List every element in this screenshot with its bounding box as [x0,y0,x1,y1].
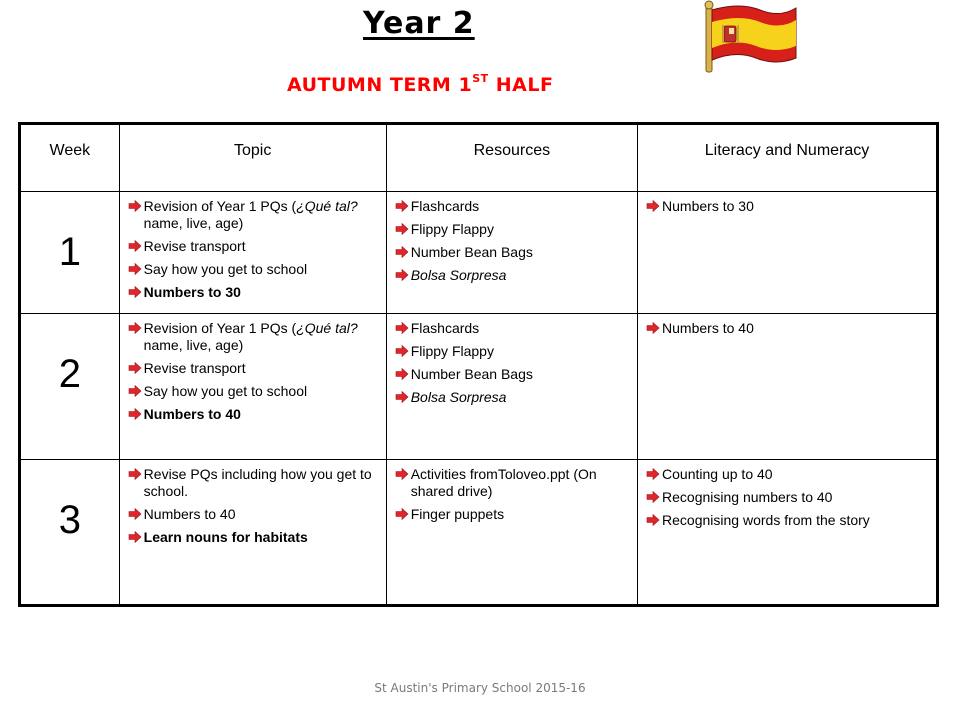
red-arrow-icon [128,263,142,275]
red-arrow-icon [395,269,409,281]
list-item [395,267,631,284]
item-text: Recognising words from the story [662,512,870,528]
red-arrow-icon [646,514,660,526]
list-item [128,320,380,354]
resources-cell [386,192,637,314]
literacy-cell [638,460,938,606]
list-item [646,466,930,483]
list-item [395,506,631,523]
item-text: Number Bean Bags [410,244,533,260]
list-item [128,198,380,232]
item-text-italic: ¿Qué tal? [296,320,358,336]
item-text: Revise transport [143,360,246,376]
list-item [646,512,930,529]
curriculum-table [18,122,939,607]
red-arrow-icon [646,491,660,503]
column-header-literacy: Literacy and Numeracy [638,124,938,192]
item-text-italic: ¿Qué tal? [296,198,358,214]
item-text: Learn nouns for habitats [143,529,308,545]
item-text: Bolsa Sorpresa [410,389,507,405]
item-text: Numbers to 40 [143,406,241,422]
item-text: Numbers to 30 [662,198,754,214]
red-arrow-icon [395,246,409,258]
topic-cell [119,192,386,314]
item-text: Numbers to 40 [662,320,754,336]
list-item [395,320,631,337]
item-text: Finger puppets [410,506,505,522]
list-item [395,244,631,261]
red-arrow-icon [128,240,142,252]
item-text: Flippy Flappy [410,221,494,237]
table-row [20,314,938,460]
red-arrow-icon [395,345,409,357]
list-item [395,466,631,500]
topic-cell [119,314,386,460]
list-item [395,198,631,215]
subtitle-superscript: ST [472,72,489,85]
item-text: Activities fromToloveo.ppt (On shared drive) [410,466,597,499]
item-text: Recognising numbers to 40 [662,489,833,505]
week-number: 2 [20,314,120,460]
list-item [395,366,631,383]
subtitle-main: AUTUMN TERM 1 [287,74,473,96]
list-item [128,238,380,255]
item-text: Number Bean Bags [410,366,533,382]
item-text: Flashcards [410,198,480,214]
item-text: Numbers to 30 [143,284,241,300]
literacy-cell [638,192,938,314]
red-arrow-icon [395,391,409,403]
red-arrow-icon [395,223,409,235]
item-text: Say how you get to school [143,383,308,399]
list-item [128,506,380,523]
column-header-resources: Resources [386,124,637,192]
red-arrow-icon [395,322,409,334]
red-arrow-icon [128,200,142,212]
list-item [395,221,631,238]
list-item [128,529,380,546]
item-text: Flashcards [410,320,480,336]
resources-cell [386,460,637,606]
red-arrow-icon [128,408,142,420]
item-text: name, live, age) [143,215,244,231]
list-item [646,198,930,215]
item-text: Revision of Year 1 PQs ( [143,198,297,214]
spain-flag-icon [700,0,798,76]
red-arrow-icon [646,468,660,480]
red-arrow-icon [128,322,142,334]
column-header-week: Week [20,124,120,192]
page-subtitle [287,74,553,96]
item-text: Revise PQs including how you get to school. [143,466,372,499]
week-number: 3 [20,460,120,606]
red-arrow-icon [128,468,142,480]
list-item [646,489,930,506]
item-text: Flippy Flappy [410,343,494,359]
item-text: Say how you get to school [143,261,308,277]
resources-cell [386,314,637,460]
page-title: Year 2 [363,6,475,41]
list-item [128,466,380,500]
list-item [128,406,380,423]
red-arrow-icon [128,531,142,543]
item-text: Bolsa Sorpresa [410,267,507,283]
item-text: Counting up to 40 [662,466,773,482]
list-item [128,383,380,400]
red-arrow-icon [395,508,409,520]
list-item [128,360,380,377]
table-row [20,192,938,314]
list-item [395,389,631,406]
list-item [128,284,380,301]
footer-text: St Austin's Primary School 2015-16 [374,681,586,695]
red-arrow-icon [128,362,142,374]
list-item [646,320,930,337]
list-item [395,343,631,360]
red-arrow-icon [128,385,142,397]
literacy-cell [638,314,938,460]
item-text: Revise transport [143,238,246,254]
table-header-row [20,124,938,192]
item-text: Revision of Year 1 PQs ( [143,320,297,336]
list-item [128,261,380,278]
red-arrow-icon [646,322,660,334]
red-arrow-icon [395,468,409,480]
red-arrow-icon [646,200,660,212]
column-header-topic: Topic [119,124,386,192]
red-arrow-icon [128,508,142,520]
topic-cell [119,460,386,606]
item-text: Numbers to 40 [143,506,236,522]
red-arrow-icon [395,368,409,380]
subtitle-tail: HALF [488,74,554,96]
red-arrow-icon [395,200,409,212]
item-text: name, live, age) [143,337,244,353]
week-number: 1 [20,192,120,314]
red-arrow-icon [128,286,142,298]
table-row [20,460,938,606]
